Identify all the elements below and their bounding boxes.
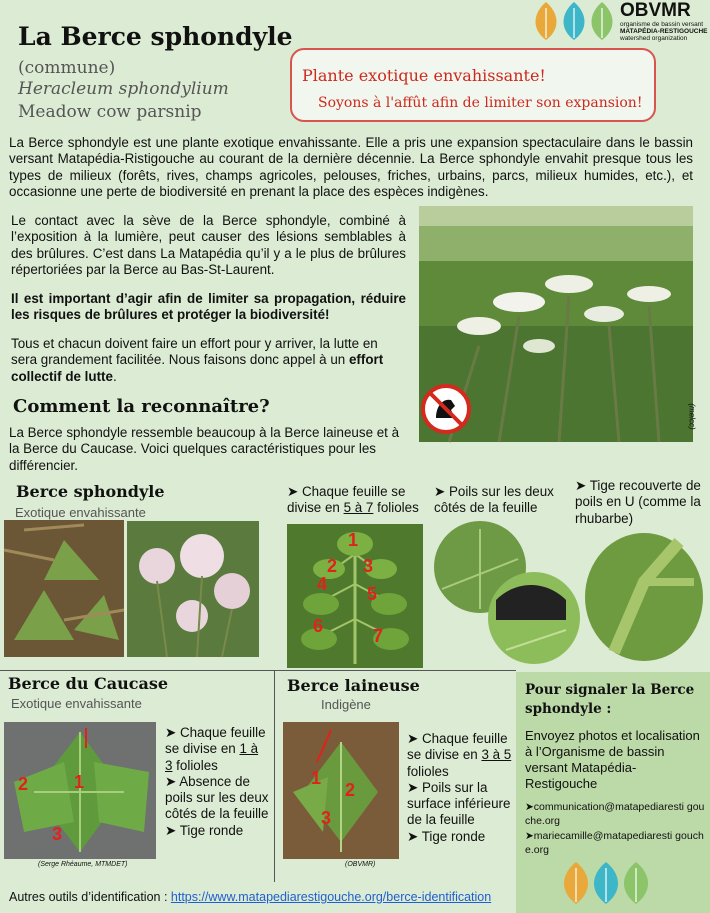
leaflet-number: 4 [317,574,328,594]
important-paragraph: Il est important d’agir afin de limiter sa propagation, réduire les risques de brûlures et protéger la biodiversité! [11,291,406,323]
report-box [516,672,710,913]
report-email-2[interactable]: ➤mariecamille@matapediaresti gouche.org [525,830,704,856]
leaflet-number: 5 [367,584,378,604]
laineuse-f3: ➤ Tige ronde [407,828,486,844]
logo-line3: watershed organization [620,35,688,42]
intro-paragraph: La Berce sphondyle est une plante exotique envahissante. Elle a pris une expansion spectaculaire dans le bassin versant Matapédia-Ristigouche au courant de la dernière décennie. La Berce sphondyle envahit presque tous les types de milieux (forêts, rives, champs agricoles, pelouses, friches, urbains, parcs, milieux humides, etc.), et occasionne une perte de biodiversité en prenant la place des espèces indigènes. [9,135,693,200]
laineuse-f1-a: ➤ Chaque feuille se divise en [407,731,508,763]
effort-bold: effort collectif de lutte [11,352,384,384]
leaflet-number: 3 [321,808,332,828]
logo-leaves-icon [528,0,620,42]
caucase-status: Exotique envahissante [11,696,142,711]
logo-name: OBVMR [620,0,691,21]
caucase-photo-credit: (Serge Rhéaume, MTMDET) [38,861,128,868]
sphondyle-leaf-photo [287,524,423,668]
logo-line2: MATAPÉDIA-RESTIGOUCHE [620,28,708,35]
latin-name: Heracleum sphondylium [18,79,229,99]
sphondyle-f1-u: 5 à 7 [343,500,374,516]
leaflet-number: 3 [363,556,374,576]
caucase-f2: ➤ Absence de poils sur les deux côtés de la feuille [165,773,269,822]
footer [9,890,491,904]
report-text: Envoyez photos et localisation à l’Organisme de bassin versant Matapédia-Restigouche [525,728,700,791]
sphondyle-f1-b: folioles [373,500,419,516]
laineuse-status: Indigène [321,697,371,712]
effort-paragraph [11,336,406,385]
sphondyle-flower-photo [127,521,259,657]
leaflet-number: 7 [373,626,384,646]
footer-label: Autres outils d’identification : [9,890,171,904]
stem-hair-photo [584,532,704,662]
sphondyle-status: Exotique envahissante [15,505,146,520]
logo [528,0,710,42]
laineuse-features [407,731,513,845]
leaflet-number: 2 [327,556,338,576]
main-photo-credit: (melcc) [687,403,697,430]
caucase-leaf-photo [4,722,156,859]
warning-callout [290,48,656,122]
sphondyle-feature-stem: ➤ Tige recouverte de poils en U (comme la rhubarbe) [575,478,701,526]
laineuse-f1-u: 3 à 5 [481,747,512,763]
warning-line1: Plante exotique envahissante! [302,66,546,85]
warning-line2: Soyons à l'affût afin de limiter son expansion! [318,95,643,111]
recognize-paragraph: La Berce sphondyle ressemble beaucoup à la Berce laineuse et à la Berce du Caucase. Voici quelques caractéristiques pour les différencier. [9,425,400,473]
section-divider [0,670,516,671]
laineuse-photo-credit: (OBVMR) [345,861,376,868]
english-name: Meadow cow parsnip [18,102,202,122]
leaflet-number: 6 [313,616,324,636]
logo-line1: organisme de bassin versant [620,21,704,28]
sphondyle-feature-hairs: ➤ Poils sur les deux côtés de la feuille [434,484,554,516]
section-divider-vertical [274,670,275,882]
no-touch-icon [421,384,471,434]
caucase-f3: ➤ Tige ronde [165,822,244,838]
leaflet-number: 2 [345,780,356,800]
leaflet-number: 1 [311,768,322,788]
leaf-hair-photo-2 [486,570,582,666]
leaflet-number: 1 [348,530,359,550]
recognize-heading: Comment la reconnaître? [13,396,270,417]
leaflet-number: 1 [74,772,85,792]
laineuse-leaf-photo [283,722,399,859]
caucase-features [165,725,269,839]
page-title: La Berce sphondyle [18,22,293,51]
main-photo [419,206,697,442]
sphondyle-feature-leaflets [287,484,427,517]
contact-paragraph: Le contact avec la sève de la Berce sphondyle, combiné à l’exposition à la lumière, peut causer des lésions semblables à des brûlures. C’est dans La Matapédia qu’il y a le plus de brûlures répertoriées par la Berce au Bas-St-Laurent. [11,213,406,278]
common-name: (commune) [18,58,116,78]
laineuse-f1-b: folioles [407,763,449,779]
laineuse-f2: ➤ Poils sur la surface inférieure de la feuille [407,779,511,828]
leaflet-number: 2 [18,774,29,794]
identification-link[interactable]: https://www.matapediarestigouche.org/berce-identification [170,890,492,904]
caucase-f1-b: folioles [172,757,218,773]
sphondyle-f1-a: ➤ Chaque feuille se divise en [287,484,406,516]
leaflet-number: 3 [52,824,63,844]
caucase-f1-u: 1 à 3 [165,741,259,773]
laineuse-title: Berce laineuse [287,676,420,695]
caucase-title: Berce du Caucase [8,674,169,693]
effort-end: . [112,368,117,384]
report-title: Pour signaler la Berce sphondyle : [525,682,695,717]
logo-leaves-icon [556,860,656,906]
sphondyle-title: Berce sphondyle [16,482,165,501]
effort-text: Tous et chacun doivent faire un effort pour y arriver, la lutte en sera grandement facilitée. Nous faisons donc appel à un [11,336,378,368]
report-email-1[interactable]: ➤communication@matapediaresti gouche.org [525,801,705,827]
sphondyle-seedling-photo [4,520,124,657]
caucase-f1-a: ➤ Chaque feuille se divise en [165,725,266,757]
